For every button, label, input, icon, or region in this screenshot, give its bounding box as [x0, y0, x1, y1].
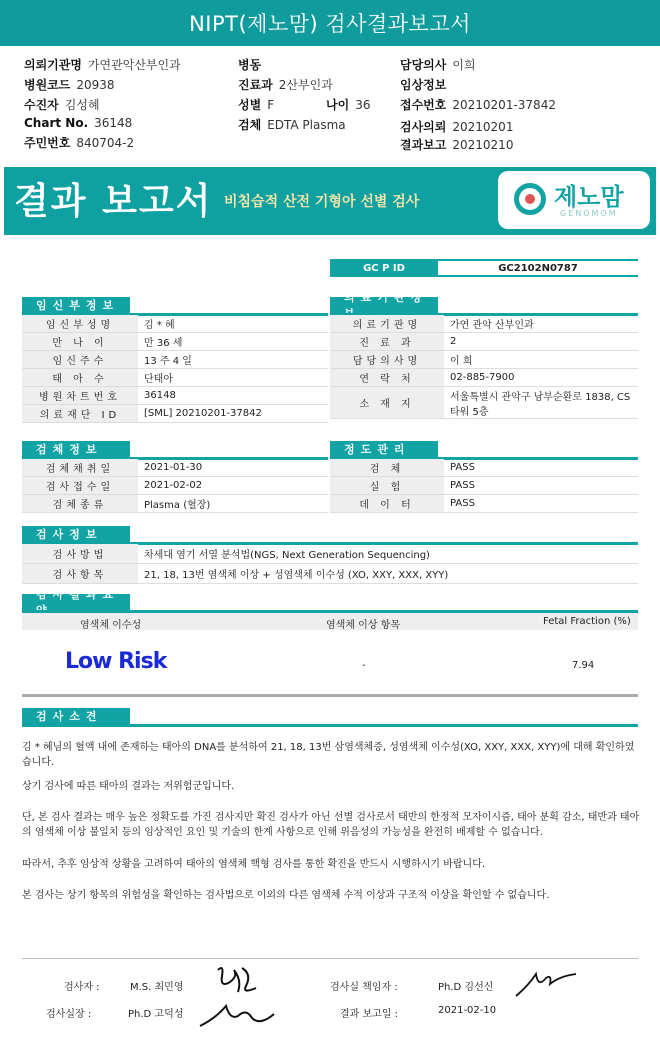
summary-ff-value: 7.94	[572, 660, 595, 671]
specimen-row	[22, 459, 328, 477]
info-clinical: 임상정보	[400, 78, 447, 92]
patient-row	[22, 351, 328, 369]
signature-divider	[22, 958, 638, 959]
genomom-logo-icon	[514, 183, 546, 215]
gcp-id	[330, 259, 638, 277]
specimen-row	[22, 477, 328, 495]
patient-label: 임신부성명	[22, 315, 138, 332]
genomom-logo	[498, 171, 650, 229]
institution-value: 02-885-7900	[450, 372, 515, 383]
summary-header-abnormal: 염색체 이상 항목	[326, 620, 400, 631]
summary-abnormal-value: -	[362, 660, 366, 671]
lab-head-signature	[514, 966, 578, 1000]
gcp-label: GC P ID	[330, 259, 438, 277]
test-row	[22, 544, 638, 564]
patient-value: 단태아	[144, 374, 173, 385]
qc-value: PASS	[450, 498, 475, 509]
qc-label: 데 이 터	[330, 495, 444, 512]
info-institution: 의뢰기관명 가연관악산부인과	[24, 58, 181, 72]
banner-subtitle: 비침습적 산전 기형아 선별 검사	[224, 194, 420, 210]
section-line	[22, 724, 638, 727]
banner-title: 결과 보고서	[14, 181, 213, 222]
gcp-value: GC2102N0787	[438, 259, 638, 277]
institution-row	[330, 387, 638, 419]
patient-value: 김 * 혜	[144, 320, 175, 331]
summary-header-aneuploidy: 염색체 이수성	[80, 620, 142, 631]
report-header	[0, 0, 660, 46]
institution-label: 담당의사명	[330, 351, 444, 368]
patient-row	[22, 315, 328, 333]
test-value: 차세대 염기 서열 분석법(NGS, Next Generation Sequencing)	[144, 550, 430, 561]
info-request-date: 검사의뢰 20210201	[400, 120, 514, 134]
info-department: 진료과 2산부인과	[238, 78, 333, 92]
patient-label: 만 나 이	[22, 333, 138, 350]
specimen-row	[22, 495, 328, 513]
patient-row	[22, 369, 328, 387]
section-findings-title: 검사소견	[22, 708, 130, 724]
institution-value: 서울특별시 관악구 남부순환로 1838, CS타워 5층	[450, 391, 631, 418]
qc-value: PASS	[450, 480, 475, 491]
institution-value: 이 희	[450, 356, 473, 367]
institution-label: 소 재 지	[330, 387, 444, 418]
institution-row	[330, 351, 638, 369]
finding-paragraph-1: 김 * 혜님의 혈액 내에 존재하는 태아의 DNA를 분석하여 21, 18, 13번 삼염색체증, 성염색체 이수성(XO, XXY, XXX, XYY)에 대해 확인하였습니다.	[22, 742, 635, 768]
info-specimen: 검체 EDTA Plasma	[238, 118, 346, 132]
institution-label: 진 료 과	[330, 333, 444, 350]
patient-row	[22, 333, 328, 351]
specimen-value: 2021-02-02	[144, 480, 203, 491]
result-low-risk: Low Risk	[65, 649, 167, 674]
section-specimen-title: 검체정보	[22, 441, 130, 457]
info-hospital-code: 병원코드 20938	[24, 78, 115, 92]
institution-row	[330, 315, 638, 333]
report-date-label: 결과 보고일 :	[340, 1009, 399, 1020]
specimen-label: 검체채취일	[22, 459, 138, 476]
specimen-label: 검사접수일	[22, 477, 138, 494]
section-patient-title: 임신부정보	[22, 297, 130, 313]
info-ward: 병동	[238, 58, 262, 72]
test-row	[22, 564, 638, 584]
summary-bottom-line	[22, 694, 638, 697]
qc-label: 검 체	[330, 459, 444, 476]
institution-label: 연 락 처	[330, 369, 444, 386]
logo-name: 제노맘	[554, 183, 624, 211]
section-qc-title: 정도관리	[330, 441, 438, 457]
info-receipt-no: 접수번호 20210201-37842	[400, 98, 556, 112]
report-date-value: 2021-02-10	[438, 1005, 497, 1016]
institution-label: 의료기관명	[330, 315, 444, 332]
qc-label: 실 험	[330, 477, 444, 494]
report-title: NIPT(제노맘) 검사결과보고서	[189, 12, 471, 36]
section-institution-title: 의료기관정	[330, 297, 438, 313]
info-resident-no: 주민번호 840704-2	[24, 136, 135, 150]
institution-row	[330, 369, 638, 387]
test-label: 검사방법	[22, 544, 138, 563]
chief-label: 검사실장 :	[46, 1009, 92, 1020]
result-banner	[4, 167, 656, 235]
info-age: 나이 36	[326, 98, 371, 112]
info-chart-no: Chart No. 36148	[24, 116, 133, 130]
test-value: 21, 18, 13번 염색체 이상 + 성염색체 이수성 (XO, XXY, XXX, XYY)	[144, 570, 449, 581]
patient-row	[22, 405, 328, 423]
qc-row	[330, 495, 638, 513]
qc-row	[330, 477, 638, 495]
patient-value: 만 36 세	[144, 338, 183, 349]
specimen-label: 검체종류	[22, 495, 138, 512]
lab-head-name: Ph.D 김선신	[438, 982, 494, 993]
specimen-value: 2021-01-30	[144, 462, 203, 473]
info-report-date: 결과보고 20210210	[400, 138, 514, 152]
section-test-title: 검사정보	[22, 526, 130, 542]
institution-value: 가연 관악 산부인과	[450, 320, 534, 331]
patient-label: 의료재단 ID	[22, 405, 138, 422]
test-label: 검사항목	[22, 564, 138, 583]
qc-value: PASS	[450, 462, 475, 473]
patient-value: [SML] 20210201-37842	[144, 408, 262, 419]
chief-signature	[196, 996, 276, 1032]
specimen-value: Plasma (혈장)	[144, 500, 211, 511]
patient-row	[22, 387, 328, 405]
finding-paragraph-4: 따라서, 추후 임상적 상황을 고려하여 태아의 염색체 핵형 검사를 통한 확진을 반드시 시행하시기 바랍니다.	[22, 859, 486, 870]
patient-label: 임신주수	[22, 351, 138, 368]
requisition-info	[0, 50, 660, 165]
summary-header-ff: Fetal Fraction (%)	[543, 616, 631, 627]
logo-en: GENOMOM	[560, 209, 618, 218]
qc-row	[330, 459, 638, 477]
patient-value: 36148	[144, 390, 176, 401]
info-sex: 성별 F	[238, 98, 275, 112]
finding-paragraph-3: 단, 본 검사 결과는 매우 높은 정확도를 가진 검사지만 확진 검사가 아닌 선별 검사로서 태반의 한정적 모자이시즘, 태아 분획 감소, 태반과 태아의 염색체 이상 불일치 등의 임상적인 요인 및 기술의 한계 사항으로 인해 위음성의 가능성을 완전히 배제할 수 없습니다.	[22, 812, 640, 838]
patient-value: 13 주 4 일	[144, 356, 192, 367]
finding-paragraph-2: 상기 검사에 따른 태아의 결과는 저위험군입니다.	[22, 781, 235, 792]
chief-name: Ph.D 고덕성	[128, 1009, 184, 1020]
patient-label: 병원차트번호	[22, 387, 138, 404]
institution-value: 2	[450, 336, 457, 347]
section-summary-title: 검사결과요	[22, 594, 130, 610]
lab-head-label: 검사실 책임자 :	[330, 982, 398, 993]
info-patient-name: 수진자 김성혜	[24, 98, 100, 112]
examiner-label: 검사자 :	[64, 982, 100, 993]
examiner-name: M.S. 최민영	[130, 982, 184, 993]
patient-label: 태 아 수	[22, 369, 138, 386]
finding-paragraph-5: 본 검사는 상기 항목의 위험성을 확인하는 검사법으로 이외의 다른 염색체 수적 이상과 구조적 이상을 확인할 수 없습니다.	[22, 890, 550, 901]
institution-row	[330, 333, 638, 351]
info-doctor: 담당의사 이희	[400, 58, 476, 72]
